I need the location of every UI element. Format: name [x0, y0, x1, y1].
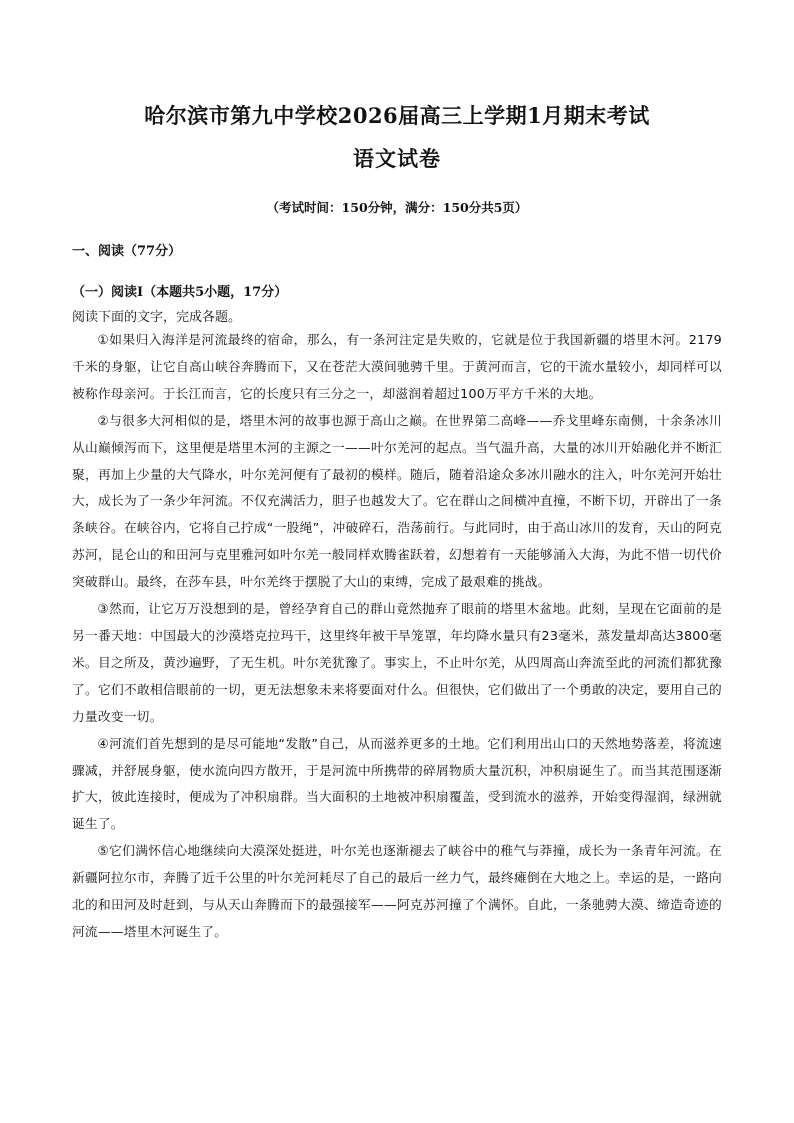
section-heading: 一、阅读（77分）: [72, 244, 182, 259]
reading-instruction: 阅读下面的文字，完成各题。: [72, 310, 242, 325]
passage-paragraph-3: ③然而，让它万万没想到的是，曾经孕育自己的群山竟然抛弃了眼前的塔里木盆地。此刻，呈现在它面前的是另一番天地：中国最大的沙漠塔克拉玛干，这里终年被干旱笼罩，年均降水量只有23毫米，蒸发量却高达3800毫米。目之所及，黄沙遍野，了无生机。叶尔羌犹豫了。事实上，不止叶尔羌，从四周高山奔流至此的河流们都犹豫了。它们不敢相信眼前的一切，更无法想象未来将要面对什么。但很快，它们做出了一个勇敢的决定，要用自己的力量改变一切。: [72, 601, 722, 724]
passage-paragraph-1: ①如果归入海洋是河流最终的宿命，那么，有一条河注定是失败的，它就是位于我国新疆的塔里木河。2179千米的身躯，让它自高山峡谷奔腾而下，又在苍茫大漠间驰骋千里。于黄河而言，它的干流水量较小，却同样可以被称作母亲河。于长江而言，它的长度只有三分之一，却滋润着超过100万平方千米的大地。: [72, 332, 722, 401]
passage-paragraph-5: ⑤它们满怀信心地继续向大漠深处挺进，叶尔羌也逐渐褪去了峡谷中的稚气与莽撞，成长为一条青年河流。在新疆阿拉尔市，奔腾了近千公里的叶尔羌河耗尽了自己的最后一丝力气，最终瘫倒在大地之上。幸运的是，一路向北的和田河及时赶到，与从天山奔腾而下的最强接军——阿克苏河撞了个满怀。自此，一条驰骋大漠、缔造奇迹的河流——塔里木河诞生了。: [72, 843, 722, 939]
exam-subject-title: 语文试卷: [353, 146, 441, 171]
passage-paragraph-4: ④河流们首先想到的是尽可能地“发散”自己，从而滋养更多的土地。它们利用出山口的天然地势落差，将流速骤减，并舒展身躯，使水流向四方散开，于是河流中所携带的碎屑物质大量沉积，冲积扇诞生了。而当其范围逐渐扩大，彼此连接时，便成为了冲积扇群。当大面积的土地被冲积扇覆盖，受到流水的滋养，开始变得湿润，绿洲就诞生了。: [72, 735, 722, 832]
reading-passage: [72, 327, 722, 946]
exam-title: 哈尔滨市第九中学校2026届高三上学期1月期末考试: [144, 103, 650, 128]
exam-info-line: （考试时间：150分钟，满分：150分共5页）: [266, 200, 528, 215]
passage-paragraph-2: ②与很多大河相似的是，塔里木河的故事也源于高山之巅。在世界第二高峰——乔戈里峰东南侧，十余条冰川从山巅倾泻而下，这里便是塔里木河的主源之一——叶尔羌河的起点。当气温升高，大量的冰川开始融化并不断汇聚，再加上少量的大气降水，叶尔羌河便有了最初的模样。随后，随着沿途众多冰川融水的注入，叶尔羌河开始壮大，成长为了一条少年河流。不仅充满活力，胆子也越发大了。它在群山之间横冲直撞，不断下切，开辟出了一条条峡谷。在峡谷内，它将自己拧成“一股绳”，冲破碎石，浩荡前行。与此同时，由于高山冰川的发育，天山的阿克苏河，昆仑山的和田河与克里雅河如叶尔羌一般同样欢腾雀跃着，幻想着有一天能够涌入大海，为此不惜一切代价突破群山。最终，在莎车县，叶尔羌终于摆脱了大山的束缚，完成了最艰难的挑战。: [72, 412, 722, 590]
subsection-heading: （一）阅读Ⅰ（本题共5小题，17分）: [72, 285, 288, 300]
